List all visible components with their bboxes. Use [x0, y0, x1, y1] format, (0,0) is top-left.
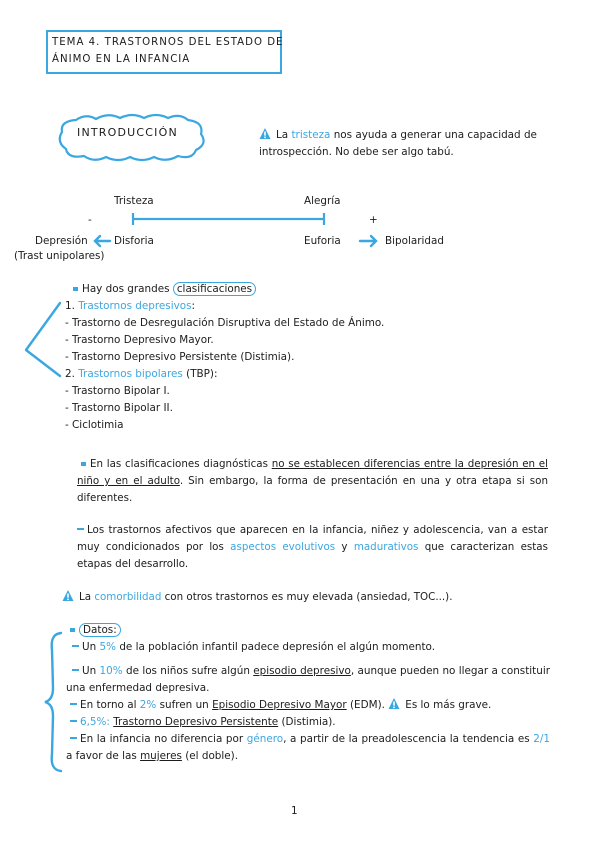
list-item: - Trastorno Bipolar II. [65, 402, 173, 414]
list-item: - Ciclotimia [65, 419, 124, 431]
bracket-arrow [20, 300, 65, 380]
list-item: - Trastorno Depresivo Mayor. [65, 334, 214, 346]
paragraph-trastornos-afectivos: Los trastornos afectivos que aparecen en la infancia, niñez y adolescencia, van a estar muy condicionados por los aspectos evolutivos y madurativos que caracterizan estas etapas del desarrollo. [77, 524, 548, 570]
depresion-label: Depresión [35, 235, 88, 247]
list-item: Un 10% de los niños sufre algún episodio depresivo, aunque pueden no llegar a constituir una enfermedad depresiva. [66, 665, 550, 694]
bipolaridad-label: Bipolaridad [385, 235, 444, 247]
datos-heading: Datos: [79, 623, 121, 637]
warning-icon [62, 589, 74, 602]
intro-heading: INTRODUCCIÓN [77, 126, 178, 139]
alegria-label: Alegría [304, 195, 341, 207]
clasificaciones-circled: clasificaciones [173, 282, 256, 296]
list-item: 6,5%: Trastorno Depresivo Persistente (Distimia). [70, 714, 550, 731]
warning-icon [388, 697, 400, 710]
intro-note: La tristeza nos ayuda a generar una capacidad de introspección. No debe ser algo tabú. [259, 129, 537, 158]
clasificaciones-list: Hay dos grandes clasificaciones 1. Trastornos depresivos: - Trastorno de Desregulación Disruptiva del Estado de Ánimo. - Trastorno Depresivo Mayor. - Trastorno Depresivo Persistente (Distimia). 2. Trastornos bipolares (TBP): - Trastorno Bipolar I. - Trastorno Bipolar II. - Ciclotimia [65, 281, 545, 434]
list-item: En torno al 2% sufren un Episodio Depresivo Mayor (EDM). Es lo más grave. [70, 697, 550, 714]
euforia-label: Euforia [304, 235, 341, 247]
page-number: 1 [291, 805, 298, 817]
disforia-label: Disforia [114, 235, 154, 247]
datos-list [66, 622, 550, 765]
tristeza-label: Tristeza [114, 195, 154, 207]
arrow-right-icon [358, 234, 380, 248]
list-item: - Trastorno Depresivo Persistente (Distimia). [65, 351, 295, 363]
minus-sign: - [88, 214, 92, 226]
arrow-left-icon [92, 234, 112, 248]
warning-icon [259, 127, 271, 140]
paragraph-comorbilidad: La comorbilidad con otros trastornos es muy elevada (ansiedad, TOC...). [62, 589, 533, 606]
list-item: Un 5% de la población infantil padece depresión el algún momento. [72, 639, 550, 656]
trast-unipolares-label: (Trast unipolares) [14, 250, 105, 262]
list-item: En la infancia no diferencia por género, a partir de la preadolescencia la tendencia es 2/1 a favor de las mujeres (el doble). [66, 733, 550, 762]
page-title: TEMA 4. TRASTORNOS DEL ESTADO DE ÁNIMO EN LA INFANCIA [52, 37, 284, 65]
spectrum-line [128, 212, 328, 226]
plus-sign: + [369, 214, 378, 226]
list-item: - Trastorno Bipolar I. [65, 385, 170, 397]
curly-brace [42, 630, 64, 774]
paragraph-diferencias: En las clasificaciones diagnósticas no se establecen diferencias entre la depresión en el niño y en el adulto. Sin embargo, la forma de presentación en una y otra etapa si son diferentes. [77, 458, 548, 504]
list-item: - Trastorno de Desregulación Disruptiva del Estado de Ánimo. [65, 317, 385, 329]
